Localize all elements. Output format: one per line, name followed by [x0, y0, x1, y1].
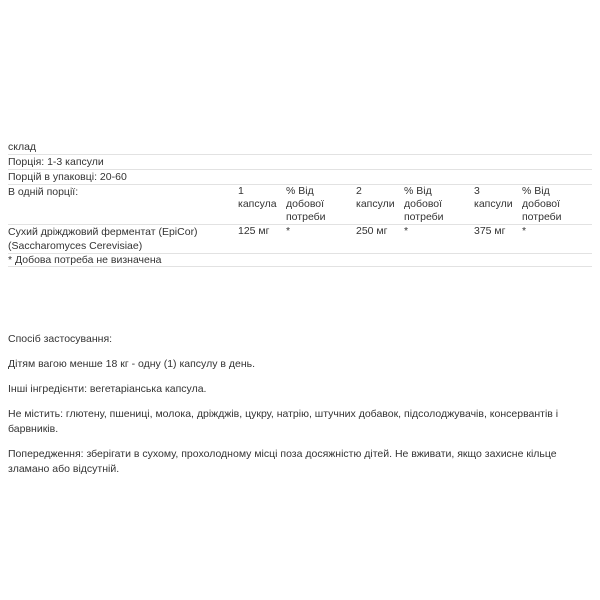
column-header-dv-1-line2: добової	[286, 198, 325, 210]
servings-per-container-label: Порцій в упаковці: 20-60	[8, 171, 127, 183]
product-description	[8, 332, 592, 487]
supplement-facts-panel	[8, 140, 592, 267]
column-header-dv-3	[522, 185, 592, 225]
column-header-dv-3-line3: потреби	[522, 211, 562, 223]
column-header-amount-2	[356, 185, 404, 225]
table-row	[8, 225, 592, 254]
table-row-serving-size	[8, 155, 592, 170]
ingredient-name-line2: (Saccharomyces Cerevisiae)	[8, 240, 143, 252]
column-header-amount-1	[238, 185, 286, 225]
supplement-facts-table	[8, 140, 592, 267]
column-header-dv-2-line3: потреби	[404, 211, 444, 223]
amount-per-serving-label: В одній порції:	[8, 186, 79, 198]
column-header-dv-2-line2: добової	[404, 198, 443, 210]
ingredient-name	[8, 225, 238, 254]
table-row-header	[8, 185, 592, 225]
table-row-footnote	[8, 254, 592, 267]
ingredient-amount-2: 250 мг	[356, 225, 388, 237]
warning-text: Попередження: зберігати в сухому, прохолодному місці поза досяжністю дітей. Не вживати, якщо захисне кільце зламано або відсутній.	[8, 448, 557, 475]
table-row-title	[8, 140, 592, 155]
table-row-servings-per-container	[8, 170, 592, 185]
serving-size-label: Порція: 1-3 капсули	[8, 156, 104, 168]
ingredient-amount-3: 375 мг	[474, 225, 506, 237]
ingredient-amount-1: 125 мг	[238, 225, 270, 237]
ingredient-dv-1: *	[286, 225, 291, 237]
column-header-amount-3	[474, 185, 522, 225]
column-header-amount-3-line2: капсули	[474, 198, 513, 210]
column-header-amount-1-line2: капсула	[238, 198, 277, 210]
column-header-dv-1	[286, 185, 356, 225]
column-header-dv-1-line1: % Від	[286, 185, 314, 197]
free-from-text: Не містить: глютену, пшениці, молока, дріжджів, цукру, натрію, штучних добавок, підсолоджувачів, консервантів і барвників.	[8, 408, 559, 435]
usage-text: Дітям вагою менше 18 кг - одну (1) капсулу в день.	[8, 358, 256, 370]
column-header-amount-1-line1: 1	[238, 185, 244, 197]
column-header-amount-2-line2: капсули	[356, 198, 395, 210]
panel-title: склад	[8, 141, 37, 153]
daily-value-footnote: * Добова потреба не визначена	[8, 254, 162, 266]
column-header-amount-3-line1: 3	[474, 185, 480, 197]
ingredient-dv-2: *	[404, 225, 409, 237]
usage-heading: Спосіб застосування:	[8, 333, 113, 345]
column-header-dv-2	[404, 185, 474, 225]
column-header-dv-2-line1: % Від	[404, 185, 432, 197]
ingredient-dv-3: *	[522, 225, 527, 237]
column-header-dv-3-line1: % Від	[522, 185, 550, 197]
column-header-dv-1-line3: потреби	[286, 211, 326, 223]
column-header-amount-2-line1: 2	[356, 185, 362, 197]
other-ingredients: Інші інгредієнти: вегетаріанська капсула.	[8, 383, 207, 395]
ingredient-name-line1: Сухий дріжджовий ферментат (EpiCor)	[8, 226, 198, 238]
column-header-dv-3-line2: добової	[522, 198, 561, 210]
